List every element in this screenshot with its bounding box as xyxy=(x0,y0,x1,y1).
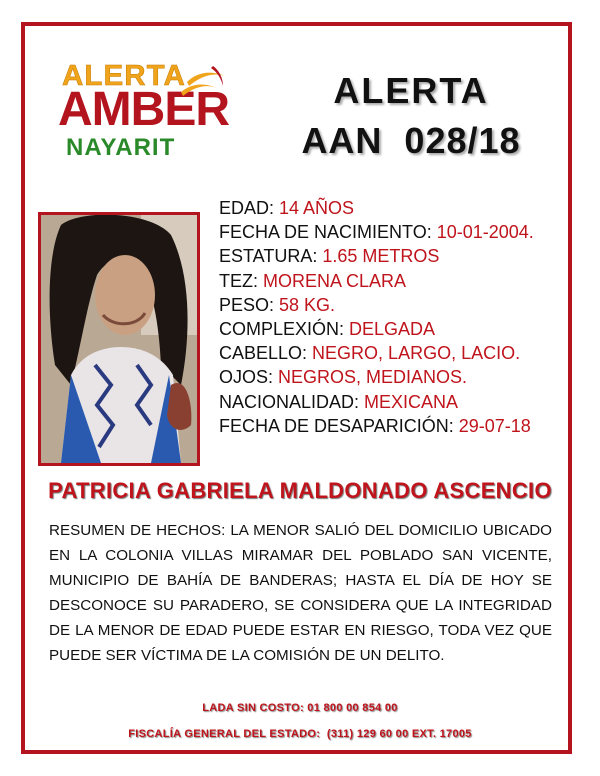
detail-weight: PESO: 58 KG. xyxy=(219,294,336,315)
alert-title: ALERTA xyxy=(333,70,489,111)
detail-nationality: NACIONALIDAD: MEXICANA xyxy=(219,391,459,412)
detail-disappearance-date: FECHA DE DESAPARICIÓN: 29-07-18 xyxy=(219,415,531,436)
detail-hair: CABELLO: NEGRO, LARGO, LACIO. xyxy=(219,343,521,364)
summary-of-facts: RESUMEN DE HECHOS: LA MENOR SALIÓ DEL DOMICILIO UBICADO EN LA COLONIA VILLAS MIRAMAR DEL POBLADO SAN VICENTE, MUNICIPIO DE BAHÍA DE BANDERAS; HASTA EL DÍA DE HOY SE DESCONOCE SU PARADERO, SE CONSIDERA QUE LA INTEGRIDAD DE LA MENOR DE EDAD PUEDE ESTAR EN RIESGO, TODA VEZ QUE PUEDE SER VÍCTIMA DE LA COMISIÓN DE UN DELITO. xyxy=(49,522,552,664)
missing-person-photo xyxy=(38,212,200,466)
alert-heading xyxy=(300,70,522,166)
alert-number: AAN 028/18 xyxy=(301,120,521,161)
logo-line-nayarit: NAYARIT xyxy=(66,134,176,161)
logo-line-amber: AMBER xyxy=(58,83,229,136)
missing-person-name: PATRICIA GABRIELA MALDONADO ASCENCIO xyxy=(48,478,552,503)
toll-free-number: LADA SIN COSTO: 01 800 00 854 00 xyxy=(202,702,398,714)
detail-eyes: OJOS: NEGROS, MEDIANOS. xyxy=(219,367,468,388)
detail-build: COMPLEXIÓN: DELGADA xyxy=(219,319,436,340)
person-details xyxy=(219,196,534,438)
logo-line-alerta: ALERTA xyxy=(62,60,186,92)
fiscalia-contact: FISCALÍA GENERAL DEL ESTADO: (311) 129 60 00 EXT. 17005 xyxy=(128,728,472,740)
detail-birthdate: FECHA DE NACIMIENTO: 10-01-2004. xyxy=(219,222,534,243)
portrait-illustration xyxy=(41,215,197,463)
sun-swoosh-icon xyxy=(173,62,233,122)
detail-complexion-skin: TEZ: MORENA CLARA xyxy=(219,270,407,291)
detail-age: EDAD: 14 AÑOS xyxy=(219,198,355,218)
alerta-amber-logo xyxy=(58,60,228,160)
detail-height: ESTATURA: 1.65 METROS xyxy=(219,246,440,267)
